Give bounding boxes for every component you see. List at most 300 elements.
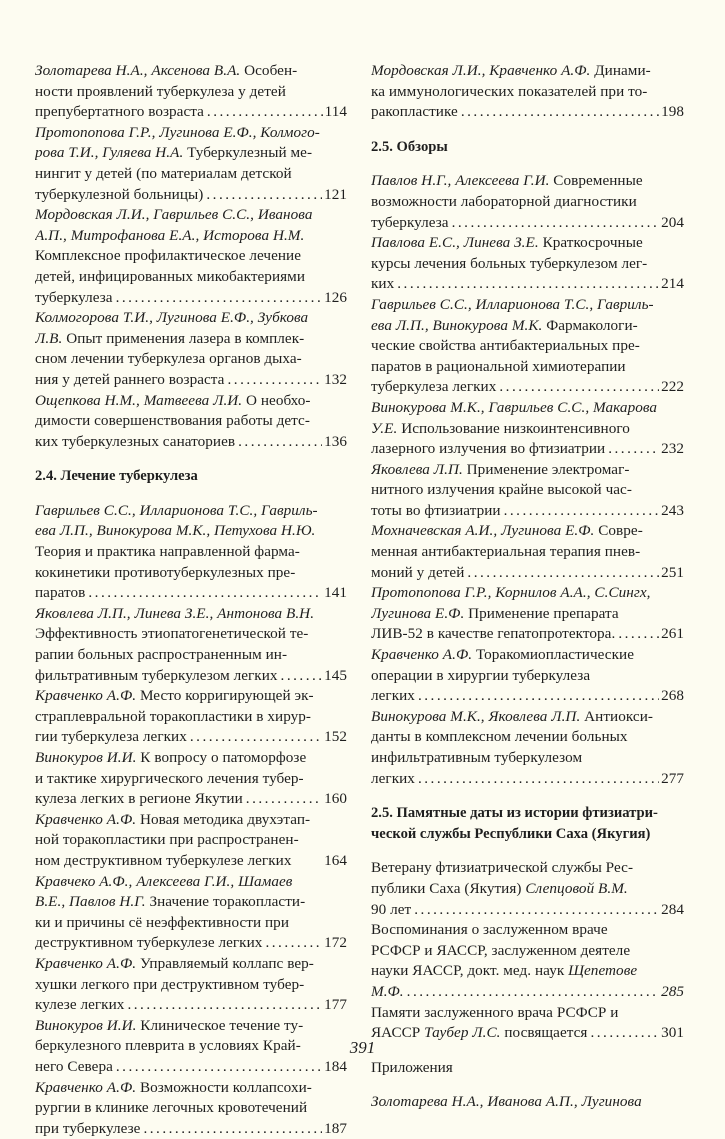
dot-leader xyxy=(464,563,659,584)
entry-authors: Винокуров И.И. xyxy=(35,1017,136,1034)
entry-text xyxy=(35,913,347,934)
dot-leader xyxy=(411,900,659,921)
toc-entry-line xyxy=(35,563,347,584)
entry-authors: Винокуров И.И. xyxy=(35,749,136,766)
toc-entry-line xyxy=(371,377,684,398)
entry-page-number: 152 xyxy=(322,727,347,748)
entry-authors: Гаврильев С.С., Илларионова Т.С., Гавриль- xyxy=(35,502,318,519)
toc-entry-line xyxy=(371,645,684,666)
entry-text xyxy=(371,982,404,1003)
toc-entry xyxy=(371,645,684,707)
entry-title: РСФСР и ЯАССР, заслуженном деятеле xyxy=(371,942,630,959)
entry-title: ки и причины сё неэффективности при xyxy=(35,914,289,931)
entry-text xyxy=(371,439,605,460)
entry-title: Торакомиопластические xyxy=(472,646,634,663)
toc-entry-line xyxy=(371,748,684,769)
entry-title: хушки легкого при деструктивном тубер- xyxy=(35,976,304,993)
entry-title: туберкулеза xyxy=(35,289,113,306)
toc-entry xyxy=(371,233,684,295)
entry-text xyxy=(35,185,203,206)
entry-authors: М.Ф. xyxy=(371,983,404,1000)
entry-text xyxy=(371,398,684,419)
entry-text xyxy=(35,686,347,707)
entry-title: Воспоминания о заслуженном враче xyxy=(371,921,608,938)
entry-text xyxy=(35,82,347,103)
entry-title: кулезе легких xyxy=(35,996,124,1013)
toc-entry-line xyxy=(35,391,347,412)
toc-entry-line xyxy=(371,521,684,542)
appendix-entry-line xyxy=(371,1092,684,1113)
entry-text xyxy=(35,727,187,748)
entry-text xyxy=(371,583,684,604)
toc-entry-line xyxy=(35,226,347,247)
entry-authors: Яковлева Л.П. xyxy=(371,461,463,478)
entry-page-number: 284 xyxy=(659,900,684,921)
toc-entry-line xyxy=(35,872,347,893)
entry-text xyxy=(371,213,449,234)
entry-title: Значение торакопласти- xyxy=(146,893,306,910)
entry-authors: А.П., Митрофанова Е.А., Исторова Н.М. xyxy=(35,227,304,244)
toc-entry-line xyxy=(35,892,347,913)
entry-text xyxy=(35,933,262,954)
toc-entry-line xyxy=(35,185,347,206)
entry-text xyxy=(35,1119,140,1139)
toc-entry-line xyxy=(35,748,347,769)
toc-entry-line xyxy=(371,357,684,378)
entry-group-right-a xyxy=(371,61,684,123)
toc-entry xyxy=(35,872,347,954)
toc-entry-line xyxy=(371,295,684,316)
toc-entry-line xyxy=(35,542,347,563)
toc-entry-line xyxy=(35,933,347,954)
dot-leader xyxy=(113,288,322,309)
entry-title: страплевральной торакопластики в хирур- xyxy=(35,708,311,725)
entry-authors: Мохначевская А.И., Лугинова Е.Ф. xyxy=(371,522,594,539)
toc-entry-line xyxy=(35,288,347,309)
entry-text xyxy=(371,501,501,522)
toc-entry xyxy=(371,583,684,645)
toc-entry-line xyxy=(371,82,684,103)
entry-authors: Мордовская Л.И., Гаврильев С.С., Иванова xyxy=(35,206,312,223)
entry-text xyxy=(371,295,684,316)
entry-authors: ева Л.П., Винокурова М.К., Петухова Н.Ю. xyxy=(35,522,315,539)
toc-entry-line xyxy=(35,246,347,267)
toc-right-column xyxy=(371,61,684,1113)
entry-title: возможности лабораторной диагностики xyxy=(371,193,637,210)
toc-entry-line xyxy=(371,769,684,790)
entry-authors: У.Е. xyxy=(371,420,397,437)
entry-page-number: 198 xyxy=(659,102,684,123)
toc-entry-line xyxy=(35,686,347,707)
entry-title: беркулезного плеврита в условиях Край- xyxy=(35,1037,301,1054)
toc-entry-line xyxy=(35,267,347,288)
dot-leader xyxy=(458,102,659,123)
toc-entry-line xyxy=(371,982,684,1003)
section-heading-2-5-reviews: 2.5. Обзоры xyxy=(371,137,684,158)
entry-text xyxy=(35,432,235,453)
entry-text xyxy=(371,171,684,192)
entry-text xyxy=(35,995,124,1016)
entry-title: легких xyxy=(371,770,415,787)
entry-title: Антиокси- xyxy=(580,708,653,725)
entry-text xyxy=(35,851,291,872)
entry-title: ких туберкулезных санаториев xyxy=(35,433,235,450)
toc-entry xyxy=(35,501,347,604)
entry-title: ном деструктивном туберкулезе легких xyxy=(35,852,291,869)
toc-entry-line xyxy=(371,316,684,337)
toc-entry-line xyxy=(371,666,684,687)
toc-entry-line xyxy=(35,370,347,391)
entry-text xyxy=(35,563,347,584)
entry-text xyxy=(35,1057,113,1078)
entry-title: О необхо- xyxy=(242,392,310,409)
appendix-heading: Приложения xyxy=(371,1058,684,1079)
dot-leader xyxy=(262,933,322,954)
toc-entry-line xyxy=(35,624,347,645)
entry-page-number: 121 xyxy=(322,185,347,206)
entry-text xyxy=(35,666,278,687)
toc-entry xyxy=(35,748,347,810)
dot-leader xyxy=(187,727,322,748)
entry-title: науки ЯАССР, докт. мед. наук xyxy=(371,962,568,979)
toc-entry-line xyxy=(371,563,684,584)
toc-entry-line xyxy=(35,164,347,185)
entry-title: ких xyxy=(371,275,394,292)
entry-title: легких xyxy=(371,687,415,704)
toc-entry-line xyxy=(35,501,347,522)
entry-title: ЛИВ-52 в качестве гепатопротектора. xyxy=(371,625,615,642)
entry-authors: Кравченко А.Ф. xyxy=(35,687,136,704)
toc-entry-line xyxy=(35,913,347,934)
entry-page-number: 301 xyxy=(659,1023,684,1044)
entry-text xyxy=(371,666,684,687)
entry-text xyxy=(35,583,85,604)
toc-entry-line xyxy=(371,900,684,921)
toc-entry-line xyxy=(371,102,684,123)
entry-authors: Кравченко А.Ф. xyxy=(371,646,472,663)
entry-authors: Винокурова М.К., Гаврильев С.С., Макарова xyxy=(371,399,657,416)
toc-entry-line xyxy=(371,707,684,728)
entry-title: туберкулеза xyxy=(371,214,449,231)
entry-title: Ветерану фтизиатрической службы Рес- xyxy=(371,859,633,876)
entry-title: димости совершенствования работы детс- xyxy=(35,412,310,429)
toc-entry-line xyxy=(35,61,347,82)
dot-leader xyxy=(615,624,659,645)
toc-entry xyxy=(371,295,684,398)
dot-leader xyxy=(235,432,322,453)
entry-text xyxy=(35,954,347,975)
entry-title: Особен- xyxy=(240,62,297,79)
entry-authors: Ощепкова Н.М., Матвеева Л.И. xyxy=(35,392,242,409)
entry-title: Современные xyxy=(549,172,642,189)
entry-authors: Слепцовой В.М. xyxy=(525,880,627,897)
entry-title: Использование низкоинтенсивного xyxy=(397,420,630,437)
toc-entry xyxy=(35,308,347,390)
entry-title: детей, инфицированных микобактериями xyxy=(35,268,305,285)
toc-entry-line xyxy=(371,727,684,748)
entry-title: туберкулеза легких xyxy=(371,378,496,395)
toc-entry-line xyxy=(371,274,684,295)
entry-text xyxy=(371,727,684,748)
entry-page-number: 232 xyxy=(659,439,684,460)
entry-title: курсы лечения больных туберкулезом лег- xyxy=(371,255,647,272)
entry-title: ЯАССР xyxy=(371,1024,424,1041)
entry-text xyxy=(35,164,347,185)
entry-group-left-a xyxy=(35,61,347,452)
entry-page-number: 132 xyxy=(322,370,347,391)
entry-authors: Яковлева Л.П., Линева З.Е., Антонова В.Н. xyxy=(35,605,314,622)
entry-text xyxy=(35,1016,347,1037)
entry-text xyxy=(35,707,347,728)
entry-title: препубертатного возраста xyxy=(35,103,204,120)
entry-title: туберкулезной больницы) xyxy=(35,186,203,203)
toc-entry xyxy=(371,61,684,123)
entry-title: рургии в клинике легочных кровотечений xyxy=(35,1099,307,1116)
toc-entry-line xyxy=(371,941,684,962)
dot-leader xyxy=(449,213,659,234)
toc-entry-line xyxy=(371,419,684,440)
toc-entry-line xyxy=(371,604,684,625)
entry-title: тоты во фтизиатрии xyxy=(371,502,501,519)
toc-entry xyxy=(371,398,684,460)
entry-text xyxy=(35,61,347,82)
entry-page-number: 187 xyxy=(322,1119,347,1139)
entry-authors: Павлова Е.С., Линева З.Е. xyxy=(371,234,539,251)
toc-entry xyxy=(35,686,347,748)
toc-entry-line xyxy=(35,769,347,790)
entry-title: паратов в рациональной химиотерапии xyxy=(371,358,626,375)
entry-page-number: 268 xyxy=(659,686,684,707)
toc-entry-line xyxy=(35,1057,347,1078)
entry-group-right-b xyxy=(371,171,684,789)
dot-leader xyxy=(404,982,659,1003)
toc-entry-line xyxy=(35,583,347,604)
entry-text xyxy=(35,872,347,893)
entry-text xyxy=(371,254,684,275)
entry-text xyxy=(371,604,684,625)
entry-text xyxy=(371,879,684,900)
entry-text xyxy=(371,920,684,941)
entry-authors: Кравчеко А.Ф., Алексеева Г.И., Шамаев xyxy=(35,873,292,890)
toc-entry-line xyxy=(371,398,684,419)
toc-entry-line xyxy=(35,604,347,625)
entry-authors: Щепетове xyxy=(568,962,637,979)
entry-page-number: 251 xyxy=(659,563,684,584)
toc-entry-line xyxy=(35,411,347,432)
entry-page-number: 126 xyxy=(322,288,347,309)
toc-entry-line xyxy=(35,666,347,687)
entry-text xyxy=(35,892,347,913)
entry-text xyxy=(35,542,347,563)
entry-text xyxy=(35,205,347,226)
entry-text xyxy=(35,810,347,831)
dot-leader xyxy=(496,377,659,398)
entry-text xyxy=(371,61,684,82)
toc-entry-line xyxy=(35,308,347,329)
toc-entry xyxy=(35,1078,347,1139)
toc-entry xyxy=(35,123,347,205)
section-heading-line: 2.5. Памятные даты из истории фтизиатри- xyxy=(371,803,684,824)
toc-entry-line xyxy=(371,879,684,900)
toc-left-column xyxy=(35,61,347,1139)
entry-text xyxy=(35,975,347,996)
entry-page-number: 222 xyxy=(659,377,684,398)
entry-title: менная антибактериальная терапия пнев- xyxy=(371,543,640,560)
toc-entry-line xyxy=(35,1098,347,1119)
toc-entry-line xyxy=(371,686,684,707)
entry-authors: Павлов Н.Г., Алексеева Г.И. xyxy=(371,172,549,189)
entry-title: публики Саха (Якутия) xyxy=(371,880,525,897)
entry-title: сном лечении туберкулеза органов дыха- xyxy=(35,350,302,367)
toc-entry-line xyxy=(35,954,347,975)
entry-authors: рова Т.И., Гуляева Н.А. xyxy=(35,144,183,161)
entry-title: операции в хирургии туберкулеза xyxy=(371,667,590,684)
toc-entry-line xyxy=(35,143,347,164)
entry-authors: Винокурова М.К., Яковлева Л.П. xyxy=(371,708,580,725)
toc-entry xyxy=(35,391,347,453)
entry-title: нингит у детей (по материалам детской xyxy=(35,165,292,182)
entry-authors: Кравченко А.Ф. xyxy=(35,955,136,972)
toc-entry-line xyxy=(35,123,347,144)
entry-text xyxy=(371,748,684,769)
entry-text xyxy=(371,961,684,982)
toc-entry-line xyxy=(35,329,347,350)
entry-text xyxy=(371,624,615,645)
toc-entry-line xyxy=(35,432,347,453)
entry-title: Клиническое течение ту- xyxy=(136,1017,303,1034)
entry-page-number: 184 xyxy=(322,1057,347,1078)
entry-title: рапии больных распространенным ин- xyxy=(35,646,287,663)
entry-title: ности проявлений туберкулеза у детей xyxy=(35,83,286,100)
entry-text xyxy=(371,769,415,790)
toc-entry-line xyxy=(371,171,684,192)
entry-title: и тактике хирургического лечения тубер- xyxy=(35,770,304,787)
entry-page-number: 277 xyxy=(659,769,684,790)
entry-text xyxy=(371,316,684,337)
entry-title: нитного излучения крайне высокой час- xyxy=(371,481,632,498)
toc-entry-line xyxy=(371,233,684,254)
entry-text xyxy=(371,686,415,707)
toc-entry-line xyxy=(371,1003,684,1024)
entry-title: ния у детей раннего возраста xyxy=(35,371,224,388)
dot-leader xyxy=(224,370,322,391)
entry-authors: Гаврильев С.С., Илларионова Т.С., Гавриль- xyxy=(371,296,654,313)
toc-entry xyxy=(35,61,347,123)
toc-entry xyxy=(35,954,347,1016)
entry-text xyxy=(35,830,347,851)
entry-title: лазерного излучения во фтизиатрии xyxy=(371,440,605,457)
entry-text xyxy=(371,1003,684,1024)
entry-text xyxy=(35,102,204,123)
dot-leader xyxy=(605,439,659,460)
section-heading-2-5-memorial xyxy=(371,803,684,844)
entry-title: ной торакопластики при распространен- xyxy=(35,831,299,848)
entry-text xyxy=(371,521,684,542)
toc-entry-line xyxy=(35,851,347,872)
entry-page-number: 136 xyxy=(322,432,347,453)
entry-title: моний у детей xyxy=(371,564,464,581)
entry-page-number: 243 xyxy=(659,501,684,522)
entry-title: Туберкулезный ме- xyxy=(183,144,312,161)
toc-entry-line xyxy=(371,480,684,501)
toc-entry xyxy=(371,858,684,920)
entry-title: Применение препарата xyxy=(464,605,618,622)
entry-authors: Протопопова Г.Р., Лугинова Е.Ф., Колмого- xyxy=(35,124,320,141)
entry-title: Памяти заслуженного врача РСФСР и xyxy=(371,1004,618,1021)
toc-entry xyxy=(35,604,347,686)
toc-entry-line xyxy=(371,439,684,460)
entry-text xyxy=(371,900,411,921)
entry-page-number: 177 xyxy=(322,995,347,1016)
entry-page-number: 141 xyxy=(322,583,347,604)
entry-text xyxy=(371,542,684,563)
entry-text xyxy=(35,308,347,329)
entry-text xyxy=(35,411,347,432)
entry-title: Совре- xyxy=(594,522,642,539)
toc-entry-line xyxy=(371,501,684,522)
toc-entry xyxy=(35,810,347,872)
dot-leader xyxy=(501,501,659,522)
toc-entry-line xyxy=(371,192,684,213)
entry-text xyxy=(371,858,684,879)
appendix-authors: Золотарева Н.А., Иванова А.П., Лугинова xyxy=(371,1092,684,1113)
entry-title: паратов xyxy=(35,584,85,601)
toc-entry-line xyxy=(371,213,684,234)
entry-text xyxy=(35,143,347,164)
entry-title: деструктивном туберкулезе легких xyxy=(35,934,262,951)
entry-text xyxy=(35,123,347,144)
entry-authors: ева Л.П., Винокурова М.К. xyxy=(371,317,542,334)
entry-text xyxy=(35,769,347,790)
entry-text xyxy=(371,941,684,962)
toc-entry-line xyxy=(35,521,347,542)
section-heading-2-4: 2.4. Лечение туберкулеза xyxy=(35,466,347,487)
entry-title: Новая методика двухэтап- xyxy=(136,811,310,828)
toc-entry-line xyxy=(35,82,347,103)
entry-page-number: 285 xyxy=(659,982,684,1003)
entry-title: ка иммунологических показателей при то- xyxy=(371,83,647,100)
page-number: 391 xyxy=(0,1038,725,1058)
toc-entry xyxy=(371,171,684,233)
entry-text xyxy=(35,604,347,625)
toc-entry-line xyxy=(35,707,347,728)
entry-text xyxy=(35,246,347,267)
entry-title: Управляемый коллапс вер- xyxy=(136,955,314,972)
entry-text xyxy=(35,645,347,666)
entry-title: кулеза легких в регионе Якутии xyxy=(35,790,243,807)
dot-leader xyxy=(124,995,322,1016)
dot-leader xyxy=(140,1119,322,1139)
entry-title: ракопластике xyxy=(371,103,458,120)
entry-text xyxy=(371,377,496,398)
entry-title: инфильтративным туберкулезом xyxy=(371,749,582,766)
entry-text xyxy=(371,480,684,501)
entry-title: Возможности коллапсохи- xyxy=(136,1079,312,1096)
toc-entry-line xyxy=(35,995,347,1016)
toc-entry-line xyxy=(35,810,347,831)
entry-text xyxy=(35,1078,347,1099)
entry-page-number: 214 xyxy=(659,274,684,295)
toc-entry-line xyxy=(371,254,684,275)
entry-title: него Севера xyxy=(35,1058,113,1075)
entry-text xyxy=(371,563,464,584)
toc-entry-line xyxy=(371,583,684,604)
entry-text xyxy=(35,748,347,769)
entry-text xyxy=(35,1098,347,1119)
entry-text xyxy=(35,329,347,350)
entry-authors: Мордовская Л.И., Кравченко А.Ф. xyxy=(371,62,590,79)
entry-text xyxy=(371,357,684,378)
